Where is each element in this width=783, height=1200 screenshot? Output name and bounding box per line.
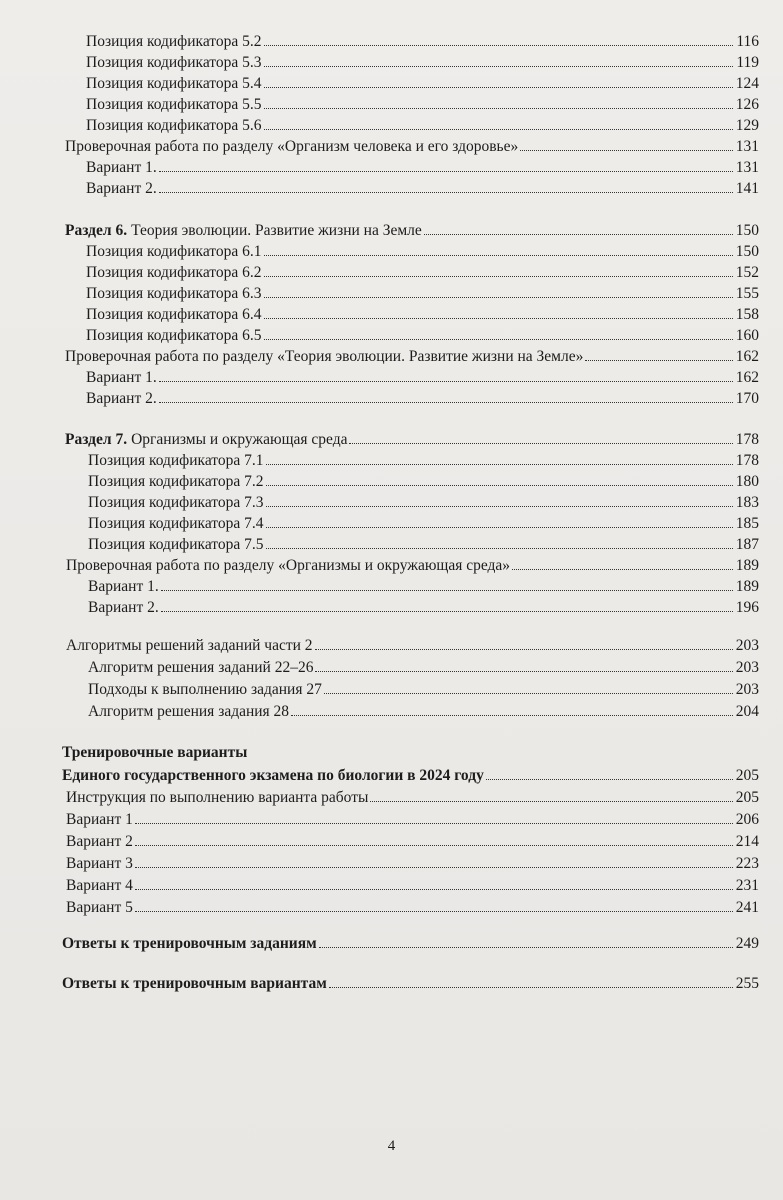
toc-entry-page: 162	[735, 348, 759, 365]
toc-entry	[0, 700, 759, 722]
toc-entry	[0, 324, 759, 346]
toc-entry	[0, 932, 759, 954]
toc-entry	[0, 554, 759, 576]
toc-entry-label: Алгоритм решения задания 28	[88, 703, 290, 720]
toc-entry-page: 185	[735, 515, 759, 532]
toc-entry	[0, 491, 759, 513]
toc-entry	[0, 786, 759, 808]
toc-entry-label: Вариант 3	[66, 855, 133, 872]
toc-entry-page: 150	[735, 243, 759, 260]
leader-dots	[159, 177, 733, 193]
leader-dots	[135, 808, 733, 824]
toc-entry-page: 126	[735, 96, 759, 113]
toc-entry-page: 152	[735, 264, 759, 281]
toc-entry-label: Вариант 2.	[86, 180, 157, 197]
toc-entry-label: Позиция кодификатора 6.5	[86, 327, 262, 344]
leader-dots	[159, 387, 733, 403]
toc-entry-page: 203	[735, 637, 759, 654]
leader-dots	[264, 303, 733, 319]
section-number: Раздел 7.	[65, 431, 128, 448]
toc-entry-label: Позиция кодификатора 6.2	[86, 264, 262, 281]
leader-dots	[264, 324, 733, 340]
toc-entry-label: Вариант 2	[66, 833, 133, 850]
toc-entry-label: Ответы к тренировочным заданиям	[62, 935, 317, 952]
toc-entry-page: 206	[735, 811, 759, 828]
training-variants-heading: Тренировочные варианты	[62, 744, 248, 761]
toc-entry-label: Инструкция по выполнению варианта работы	[66, 789, 369, 806]
leader-dots	[264, 240, 733, 256]
toc-entry-page: 214	[735, 833, 759, 850]
leader-dots	[319, 932, 733, 948]
leader-dots	[266, 491, 733, 507]
toc-entry-label: Позиция кодификатора 5.6	[86, 117, 262, 134]
toc-entry-label: Алгоритмы решений заданий части 2	[66, 637, 313, 654]
leader-dots	[486, 764, 733, 780]
toc-entry-label: Вариант 1.	[86, 159, 157, 176]
toc-entry	[0, 30, 759, 52]
toc-entry	[0, 764, 759, 786]
leader-dots	[264, 93, 733, 109]
leader-dots	[266, 512, 733, 528]
toc-entry-label: Организмы и окружающая среда	[131, 431, 348, 448]
toc-entry-page: 204	[735, 703, 759, 720]
leader-dots	[264, 282, 733, 298]
leader-dots	[264, 261, 733, 277]
toc-entry-page: 178	[735, 431, 759, 448]
toc-entry	[0, 449, 759, 471]
toc-entry	[0, 596, 759, 618]
toc-entry	[0, 896, 759, 918]
toc-entry-label: Позиция кодификатора 5.5	[86, 96, 262, 113]
toc-entry	[0, 366, 759, 388]
toc-entry-label: Вариант 1	[66, 811, 133, 828]
toc-entry	[0, 575, 759, 597]
toc-entry-page: 189	[735, 578, 759, 595]
toc-entry	[0, 51, 759, 73]
toc-entry	[0, 852, 759, 874]
leader-dots	[159, 366, 733, 382]
toc-entry-page: 131	[735, 159, 759, 176]
section-number: Раздел 6.	[65, 222, 128, 239]
leader-dots	[324, 678, 733, 694]
toc-entry	[0, 282, 759, 304]
leader-dots	[264, 72, 733, 88]
toc-entry-label: Алгоритм решения заданий 22–26	[88, 659, 314, 676]
toc-entry-label: Позиция кодификатора 6.1	[86, 243, 262, 260]
toc-entry-label: Позиция кодификатора 5.3	[86, 54, 262, 71]
toc-entry	[0, 114, 759, 136]
toc-entry	[0, 261, 759, 283]
toc-entry-page: 196	[735, 599, 759, 616]
toc-entry-label: Позиция кодификатора 7.3	[88, 494, 264, 511]
toc-entry-label: Единого государственного экзамена по биологии в 2024 году	[62, 767, 484, 784]
toc-entry-label: Вариант 2.	[88, 599, 159, 616]
leader-dots	[264, 30, 734, 46]
toc-entry-page: 119	[736, 54, 759, 71]
toc-entry-page: 203	[735, 681, 759, 698]
toc-entry-label: Позиция кодификатора 5.2	[86, 33, 262, 50]
toc-entry	[0, 808, 759, 830]
toc-entry-label: Вариант 1.	[86, 369, 157, 386]
toc-entry-page: 158	[735, 306, 759, 323]
leader-dots	[291, 700, 733, 716]
leader-dots	[264, 114, 733, 130]
toc-section-entry	[0, 219, 759, 241]
toc-entry-label: Позиция кодификатора 6.3	[86, 285, 262, 302]
toc-entry-page: 131	[735, 138, 759, 155]
toc-entry-page: 255	[735, 975, 759, 992]
toc-entry	[0, 345, 759, 367]
toc-entry-page: 189	[735, 557, 759, 574]
toc-entry-label: Вариант 4	[66, 877, 133, 894]
toc-entry-page: 124	[735, 75, 759, 92]
toc-entry	[0, 470, 759, 492]
toc-entry-label: Проверочная работа по разделу «Организм человека и его здоровье»	[65, 138, 519, 155]
leader-dots	[512, 554, 733, 570]
toc-entry-label: Проверочная работа по разделу «Теория эволюции. Развитие жизни на Земле»	[65, 348, 584, 365]
toc-entry	[0, 972, 759, 994]
toc-entry-page: 223	[735, 855, 759, 872]
page-number: 4	[387, 1138, 396, 1154]
toc-entry-page: 203	[735, 659, 759, 676]
toc-entry	[0, 72, 759, 94]
toc-entry	[0, 240, 759, 262]
toc-section-entry	[0, 428, 759, 450]
toc-entry-label: Позиция кодификатора 7.5	[88, 536, 264, 553]
toc-entry-page: 205	[735, 789, 759, 806]
toc-entry	[0, 830, 759, 852]
leader-dots	[135, 874, 733, 890]
toc-entry	[0, 512, 759, 534]
toc-entry-label: Позиция кодификатора 7.2	[88, 473, 264, 490]
toc-entry-page: 178	[735, 452, 759, 469]
leader-dots	[135, 896, 733, 912]
toc-entry-label: Проверочная работа по разделу «Организмы и окружающая среда»	[66, 557, 511, 574]
toc-entry	[0, 156, 759, 178]
toc-entry-page: 249	[735, 935, 759, 952]
leader-dots	[161, 575, 733, 591]
toc-entry-label: Ответы к тренировочным вариантам	[62, 975, 327, 992]
toc-entry-page: 141	[735, 180, 759, 197]
leader-dots	[266, 449, 733, 465]
toc-entry	[0, 874, 759, 896]
leader-dots	[520, 135, 733, 151]
toc-entry	[0, 303, 759, 325]
toc-entry-label: Позиция кодификатора 7.4	[88, 515, 264, 532]
toc-entry	[0, 533, 759, 555]
toc-entry-page: 241	[735, 899, 759, 916]
toc-entry-label: Позиция кодификатора 5.4	[86, 75, 262, 92]
leader-dots	[135, 830, 733, 846]
toc-entry-page: 170	[735, 390, 759, 407]
toc-entry	[0, 135, 759, 157]
toc-entry-page: 129	[735, 117, 759, 134]
leader-dots	[585, 345, 732, 361]
leader-dots	[315, 634, 733, 650]
toc-entry-page: 116	[736, 33, 759, 50]
toc-entry-label: Позиция кодификатора 7.1	[88, 452, 264, 469]
toc-entry	[0, 656, 759, 678]
toc-entry-page: 231	[735, 877, 759, 894]
toc-entry-label: Подходы к выполнению задания 27	[88, 681, 322, 698]
leader-dots	[135, 852, 733, 868]
leader-dots	[370, 786, 732, 802]
toc-entry	[0, 387, 759, 409]
leader-dots	[161, 596, 733, 612]
toc-entry-page: 183	[735, 494, 759, 511]
toc-entry-page: 155	[735, 285, 759, 302]
toc-entry-page: 180	[735, 473, 759, 490]
toc-entry	[0, 93, 759, 115]
toc-entry-page: 205	[735, 767, 759, 784]
toc-entry-page: 162	[735, 369, 759, 386]
toc-entry-label: Теория эволюции. Развитие жизни на Земле	[131, 222, 422, 239]
leader-dots	[315, 656, 732, 672]
toc-entry-page: 187	[735, 536, 759, 553]
leader-dots	[159, 156, 733, 172]
leader-dots	[329, 972, 733, 988]
toc-entry-page: 160	[735, 327, 759, 344]
toc-entry-label: Позиция кодификатора 6.4	[86, 306, 262, 323]
toc-entry-page: 150	[735, 222, 759, 239]
toc-entry-label: Вариант 5	[66, 899, 133, 916]
toc-entry	[0, 634, 759, 656]
leader-dots	[424, 219, 733, 235]
toc-entry	[0, 678, 759, 700]
toc-entry-label: Вариант 1.	[88, 578, 159, 595]
toc-entry	[0, 177, 759, 199]
leader-dots	[266, 533, 733, 549]
toc-entry-label: Вариант 2.	[86, 390, 157, 407]
leader-dots	[349, 428, 732, 444]
leader-dots	[266, 470, 733, 486]
leader-dots	[264, 51, 734, 67]
